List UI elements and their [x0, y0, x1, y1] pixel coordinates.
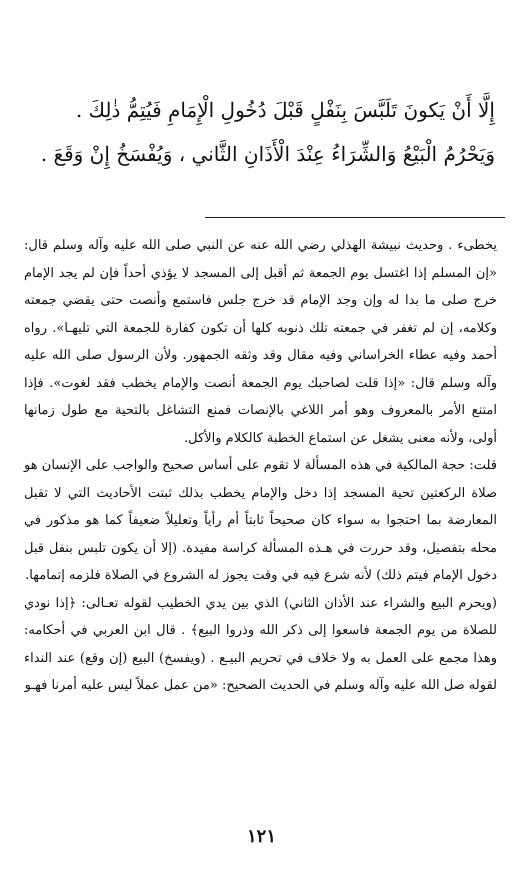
main-text-line-2: وَيَحْرُمُ الْبَيْعُ وَالشِّرَاءُ عِنْدَ الْأَذَانِ الثَّاني ، وَيُفْسَخُ إِنْ وَقَعَ . — [40, 142, 495, 166]
main-text-line-1: إِلَّا أَنْ يَكونَ تَلَبَّسَ بِنَفْلٍ قَبْلَ دُخُولِ الْإِمَامِ فَيُتِمُّ ذٰلِكَ . — [75, 98, 495, 122]
commentary-block — [24, 232, 497, 700]
main-text-block — [28, 88, 495, 176]
page-number: ١٢١ — [246, 826, 276, 847]
commentary-paragraph-1: يخطىء . وحديث نبيشة الهذلي رضي الله عنه عن النبي صلى الله عليه وآله وسلم قال: «إن المسلم إذا اغتسل يوم الجمعة ثم أقبل إلى المسجد لا يؤذي أحداً فإن لم يجد الإمام خرج صلى ما بدا له وإن وجد الإمام قد خرج جلس فاستمع وأنصت حتى يقضي جمعته وكلامه، إن لم تغفر في جمعته تلك ذنوبه كلها أن تكون كفارة للجمعة التي تليهـا». رواه أحمد وفيه عطاء الخراساني وفيه مقال وقد وثقه الجمهور. ولأن الرسول صلى الله عليه وآله وسلم قال: «إذا قلت لصاحبك يوم الجمعة أنصت والإمام يخطب فقد لغوت». فإذا امتنع الأمر بالمعروف وهو أمر اللاغي بالإنصات فمنع التشاغل بالتحية مع طول زمانها أولى، ولأنه معنى يشغل عن استماع الخطبة كالكلام والأكل. — [24, 238, 497, 446]
commentary-paragraph-2: قلت: حجة المالكية في هذه المسألة لا تقوم على أساس صحيح والواجب على الإنسان هو صلاة الركعتين تحية المسجد إذا دخل والإمام يخطب بذلك ثبتت الأحاديث التي لا تقبل المعارضة بما احتجوا به سواء كان صحيحاً ثابتاً أم رأياً وتعليلاً ضعيفاً كما هو مذكور في محله بتفصيل، وقد حررت في هـذه المسألة كراسة مفيدة. (إلا أن يكون تلبس بنفل قبل دخول الإمام فيتم ذلك) لأنه شرع فيه في وقت يجوز له الشروع في الصلاة فلزمه إتمامها. — [24, 458, 497, 583]
commentary-paragraph-3: (ويحرم البيع والشراء عند الأذان الثاني) الذي بين يدي الخطيب لقوله تعـالى: ﴿إذا نودي للصلاة من يوم الجمعة فاسعوا إلى ذكر الله وذروا البيع﴾ . قال ابن العربي في أحكامه: وهذا مجمع على العمل به ولا خلاف في تحريم البيـع . (ويفسخ) البيع (إن وقع) عند النداء لقوله صل الله عليه وآله وسلم في الحديث الصحيح: «من عمل عملاً ليس عليه أمرنا فهـو — [24, 595, 497, 693]
footnote-divider — [205, 217, 505, 218]
